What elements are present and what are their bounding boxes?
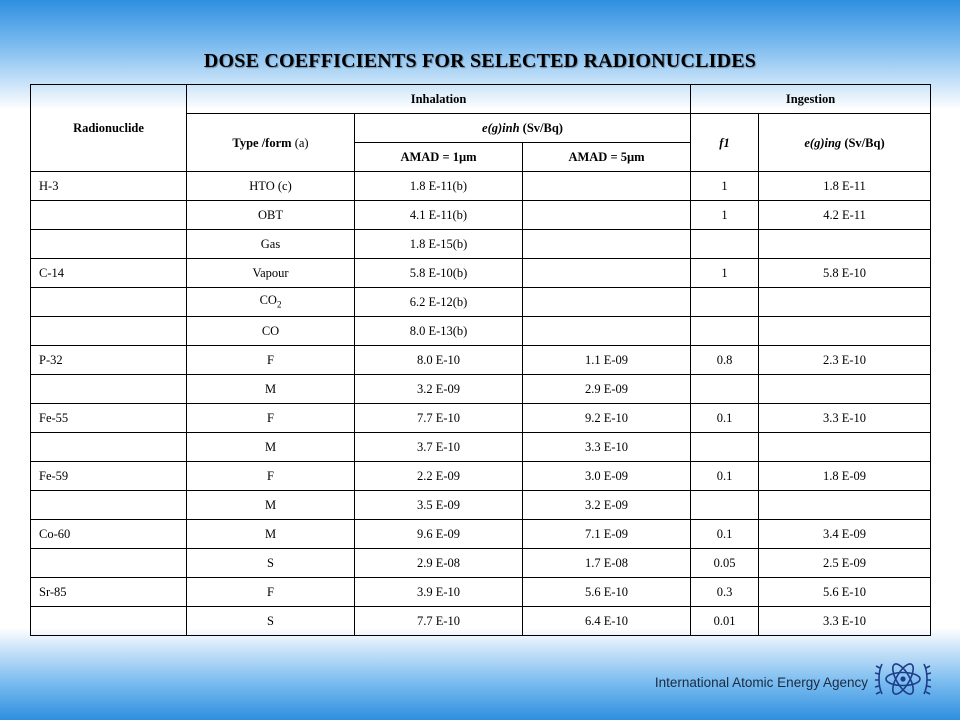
- cell-e-ing-text: 5.6 E-10: [822, 585, 867, 599]
- cell-e-ing: [759, 520, 931, 549]
- cell-e-ing: [759, 462, 931, 491]
- cell-radionuclide-text: P-32: [39, 353, 63, 367]
- cell-radionuclide: [31, 259, 187, 288]
- cell-e-inh-amad-1um-text: 6.2 E-12(b): [409, 295, 468, 309]
- cell-type-form: [187, 317, 355, 346]
- cell-type-form-text: F: [267, 411, 274, 425]
- cell-e-inh-amad-1um: [355, 433, 523, 462]
- cell-f1-text: 0.3: [716, 585, 733, 599]
- cell-e-inh-amad-1um-text: 2.9 E-08: [416, 556, 461, 570]
- cell-type-form: [187, 230, 355, 259]
- header-amad-1um: AMAD = 1µm: [355, 143, 523, 172]
- cell-type-form-subscript: 2: [276, 299, 282, 310]
- cell-e-inh-amad-5um: [523, 462, 691, 491]
- cell-f1-text: 1: [721, 208, 728, 222]
- cell-e-inh-amad-1um-text: 7.7 E-10: [416, 411, 461, 425]
- cell-e-inh-amad-1um: [355, 317, 523, 346]
- cell-e-inh-amad-5um: [523, 491, 691, 520]
- cell-e-inh-amad-5um: [523, 201, 691, 230]
- table-row: [31, 404, 931, 433]
- header-e-ing-symbol: e(g)ing: [804, 135, 842, 150]
- cell-type-form-text: S: [267, 556, 274, 570]
- cell-e-inh-amad-5um: [523, 520, 691, 549]
- cell-type-form-text: F: [267, 353, 274, 367]
- cell-f1: [691, 288, 759, 317]
- cell-radionuclide: [31, 433, 187, 462]
- cell-e-inh-amad-1um: [355, 288, 523, 317]
- cell-e-inh-amad-5um: [523, 317, 691, 346]
- cell-e-ing: [759, 201, 931, 230]
- cell-e-inh-amad-1um: [355, 201, 523, 230]
- cell-e-ing: [759, 172, 931, 201]
- header-e-ing-unit: (Sv/Bq): [844, 135, 885, 150]
- cell-e-inh-amad-5um: [523, 549, 691, 578]
- cell-type-form: [187, 259, 355, 288]
- table-body: [31, 172, 931, 636]
- cell-e-inh-amad-1um-text: 5.8 E-10(b): [409, 266, 468, 280]
- cell-e-inh-amad-5um-text: 3.3 E-10: [584, 440, 629, 454]
- cell-e-ing-text: 3.3 E-10: [822, 411, 867, 425]
- cell-e-inh-amad-1um: [355, 375, 523, 404]
- cell-radionuclide: [31, 375, 187, 404]
- header-e-ing: [759, 114, 931, 172]
- organization-name: International Atomic Energy Agency: [654, 675, 868, 690]
- cell-e-ing: [759, 375, 931, 404]
- cell-radionuclide: [31, 288, 187, 317]
- footer-band: [0, 628, 960, 720]
- table-row: [31, 549, 931, 578]
- cell-e-inh-amad-1um-text: 3.5 E-09: [416, 498, 461, 512]
- cell-e-ing: [759, 433, 931, 462]
- cell-radionuclide-text: Fe-59: [39, 469, 69, 483]
- cell-type-form-text: F: [267, 469, 274, 483]
- table-row: [31, 520, 931, 549]
- header-inhalation: Inhalation: [187, 85, 691, 114]
- cell-f1-text: 0.01: [713, 614, 736, 628]
- cell-e-inh-amad-1um-text: 8.0 E-13(b): [409, 324, 468, 338]
- table-row: [31, 172, 931, 201]
- dose-coefficients-table: [30, 84, 931, 636]
- cell-e-inh-amad-1um-text: 3.2 E-09: [416, 382, 461, 396]
- cell-radionuclide-text: Co-60: [39, 527, 71, 541]
- header-radionuclide: Radionuclide: [31, 85, 187, 172]
- cell-e-inh-amad-1um: [355, 520, 523, 549]
- cell-e-ing-text: 1.8 E-11: [823, 179, 866, 193]
- cell-type-form: [187, 172, 355, 201]
- cell-type-form-text: M: [264, 440, 277, 454]
- cell-e-inh-amad-1um: [355, 578, 523, 607]
- cell-type-form: [187, 346, 355, 375]
- cell-e-inh-amad-1um-text: 2.2 E-09: [416, 469, 461, 483]
- cell-e-inh-amad-1um-text: 1.8 E-15(b): [409, 237, 468, 251]
- header-type-form: [187, 114, 355, 172]
- cell-f1: [691, 491, 759, 520]
- cell-e-inh-amad-1um: [355, 346, 523, 375]
- cell-radionuclide-text: H-3: [39, 179, 59, 193]
- table-row: [31, 201, 931, 230]
- cell-e-inh-amad-1um: [355, 549, 523, 578]
- cell-radionuclide: [31, 607, 187, 636]
- cell-type-form-text: Vapour: [252, 266, 289, 280]
- cell-e-inh-amad-5um-text: 6.4 E-10: [584, 614, 629, 628]
- cell-e-inh-amad-5um: [523, 230, 691, 259]
- cell-type-form-text: CO: [261, 324, 280, 338]
- cell-e-ing: [759, 346, 931, 375]
- cell-radionuclide: [31, 317, 187, 346]
- cell-e-inh-amad-1um: [355, 491, 523, 520]
- cell-f1: [691, 549, 759, 578]
- cell-e-inh-amad-1um: [355, 259, 523, 288]
- cell-type-form: [187, 462, 355, 491]
- cell-e-inh-amad-1um-text: 4.1 E-11(b): [409, 208, 468, 222]
- cell-f1-text: 1: [721, 266, 728, 280]
- cell-e-ing: [759, 491, 931, 520]
- cell-radionuclide: [31, 346, 187, 375]
- cell-e-inh-amad-5um: [523, 346, 691, 375]
- header-f1: f1: [691, 114, 759, 172]
- cell-f1: [691, 259, 759, 288]
- cell-f1-text: 0.8: [716, 353, 733, 367]
- cell-f1-text: 0.1: [716, 411, 733, 425]
- cell-type-form-text: S: [267, 614, 274, 628]
- cell-e-ing-text: 3.3 E-10: [822, 614, 867, 628]
- cell-e-inh-amad-5um: [523, 172, 691, 201]
- cell-e-inh-amad-5um-text: 2.9 E-09: [584, 382, 629, 396]
- header-e-inh-symbol: e(g)inh: [482, 121, 520, 135]
- cell-radionuclide: [31, 578, 187, 607]
- cell-type-form-text: Gas: [260, 237, 281, 251]
- cell-e-inh-amad-1um-text: 1.8 E-11(b): [409, 179, 468, 193]
- cell-f1: [691, 462, 759, 491]
- cell-f1: [691, 578, 759, 607]
- cell-type-form: [187, 607, 355, 636]
- table-row: [31, 230, 931, 259]
- cell-f1: [691, 520, 759, 549]
- table-row: [31, 288, 931, 317]
- cell-e-inh-amad-1um-text: 9.6 E-09: [416, 527, 461, 541]
- cell-e-inh-amad-1um: [355, 230, 523, 259]
- cell-e-ing-text: 3.4 E-09: [822, 527, 867, 541]
- cell-f1: [691, 433, 759, 462]
- cell-f1: [691, 172, 759, 201]
- cell-type-form: [187, 288, 355, 317]
- cell-f1-text: 0.05: [713, 556, 736, 570]
- cell-e-inh-amad-5um-text: 7.1 E-09: [584, 527, 629, 541]
- cell-radionuclide-text: Fe-55: [39, 411, 69, 425]
- cell-type-form: [187, 201, 355, 230]
- cell-e-inh-amad-5um-text: 1.1 E-09: [584, 353, 629, 367]
- cell-type-form: [187, 433, 355, 462]
- cell-f1: [691, 346, 759, 375]
- cell-e-inh-amad-5um: [523, 578, 691, 607]
- cell-e-ing-text: 1.8 E-09: [822, 469, 867, 483]
- cell-e-inh-amad-5um-text: 3.2 E-09: [584, 498, 629, 512]
- header-ingestion: Ingestion: [691, 85, 931, 114]
- cell-type-form: [187, 404, 355, 433]
- table-row: [31, 607, 931, 636]
- cell-e-ing: [759, 288, 931, 317]
- cell-e-ing: [759, 317, 931, 346]
- cell-type-form-text: HTO (c): [249, 179, 292, 193]
- cell-e-ing: [759, 259, 931, 288]
- cell-f1: [691, 607, 759, 636]
- header-type-form-note: (a): [294, 135, 309, 150]
- cell-e-inh-amad-5um: [523, 433, 691, 462]
- cell-e-inh-amad-5um-text: 5.6 E-10: [584, 585, 629, 599]
- cell-type-form: [187, 549, 355, 578]
- cell-f1: [691, 375, 759, 404]
- iaea-atom-logo-icon: [874, 652, 932, 706]
- cell-f1-text: 0.1: [716, 469, 733, 483]
- cell-e-inh-amad-1um: [355, 404, 523, 433]
- cell-e-inh-amad-1um: [355, 462, 523, 491]
- table-row: [31, 375, 931, 404]
- cell-e-inh-amad-1um-text: 3.7 E-10: [416, 440, 461, 454]
- header-e-inh-unit: (Sv/Bq): [522, 121, 563, 135]
- cell-e-ing: [759, 230, 931, 259]
- table-row: [31, 433, 931, 462]
- cell-type-form-text: M: [264, 527, 277, 541]
- cell-type-form-text: F: [267, 585, 274, 599]
- cell-e-ing-text: 2.3 E-10: [822, 353, 867, 367]
- cell-e-inh-amad-5um-text: 3.0 E-09: [584, 469, 629, 483]
- cell-type-form-text: M: [264, 382, 277, 396]
- cell-f1-text: 0.1: [716, 527, 733, 541]
- cell-e-inh-amad-1um: [355, 172, 523, 201]
- header-type-form-label: Type /form: [232, 135, 292, 150]
- cell-e-ing: [759, 549, 931, 578]
- cell-e-inh-amad-5um: [523, 259, 691, 288]
- cell-e-inh-amad-5um: [523, 404, 691, 433]
- cell-f1: [691, 201, 759, 230]
- cell-radionuclide: [31, 549, 187, 578]
- cell-e-ing-text: 5.8 E-10: [822, 266, 867, 280]
- cell-radionuclide: [31, 520, 187, 549]
- table-row: [31, 346, 931, 375]
- cell-radionuclide-text: Sr-85: [39, 585, 67, 599]
- cell-e-inh-amad-5um: [523, 607, 691, 636]
- cell-radionuclide: [31, 201, 187, 230]
- cell-type-form: [187, 578, 355, 607]
- cell-type-form-text: CO: [259, 292, 277, 307]
- cell-e-inh-amad-1um-text: 8.0 E-10: [416, 353, 461, 367]
- cell-e-inh-amad-5um: [523, 375, 691, 404]
- header-e-inh: [355, 114, 691, 143]
- table-row: [31, 259, 931, 288]
- cell-e-inh-amad-5um-text: 9.2 E-10: [584, 411, 629, 425]
- cell-radionuclide: [31, 230, 187, 259]
- cell-radionuclide: [31, 462, 187, 491]
- cell-type-form-text: M: [264, 498, 277, 512]
- cell-type-form: [187, 491, 355, 520]
- table-row: [31, 491, 931, 520]
- table-row: [31, 578, 931, 607]
- header-amad-5um: AMAD = 5µm: [523, 143, 691, 172]
- table-row: [31, 462, 931, 491]
- cell-e-ing-text: 2.5 E-09: [822, 556, 867, 570]
- cell-f1-text: 1: [721, 179, 728, 193]
- cell-radionuclide: [31, 404, 187, 433]
- cell-e-ing: [759, 578, 931, 607]
- cell-type-form: [187, 520, 355, 549]
- cell-f1: [691, 230, 759, 259]
- cell-f1: [691, 317, 759, 346]
- cell-e-inh-amad-5um-text: 1.7 E-08: [584, 556, 629, 570]
- cell-f1: [691, 404, 759, 433]
- cell-e-inh-amad-1um: [355, 607, 523, 636]
- table-row: [31, 317, 931, 346]
- cell-e-ing-text: 4.2 E-11: [823, 208, 866, 222]
- cell-e-inh-amad-1um-text: 7.7 E-10: [416, 614, 461, 628]
- cell-e-ing: [759, 607, 931, 636]
- cell-radionuclide: [31, 491, 187, 520]
- cell-e-ing: [759, 404, 931, 433]
- cell-e-inh-amad-5um: [523, 288, 691, 317]
- cell-type-form-text: OBT: [258, 208, 283, 222]
- cell-radionuclide: [31, 172, 187, 201]
- cell-radionuclide-text: C-14: [39, 266, 64, 280]
- cell-e-inh-amad-1um-text: 3.9 E-10: [416, 585, 461, 599]
- page-title: DOSE COEFFICIENTS FOR SELECTED RADIONUCLIDES: [203, 50, 757, 72]
- cell-type-form: [187, 375, 355, 404]
